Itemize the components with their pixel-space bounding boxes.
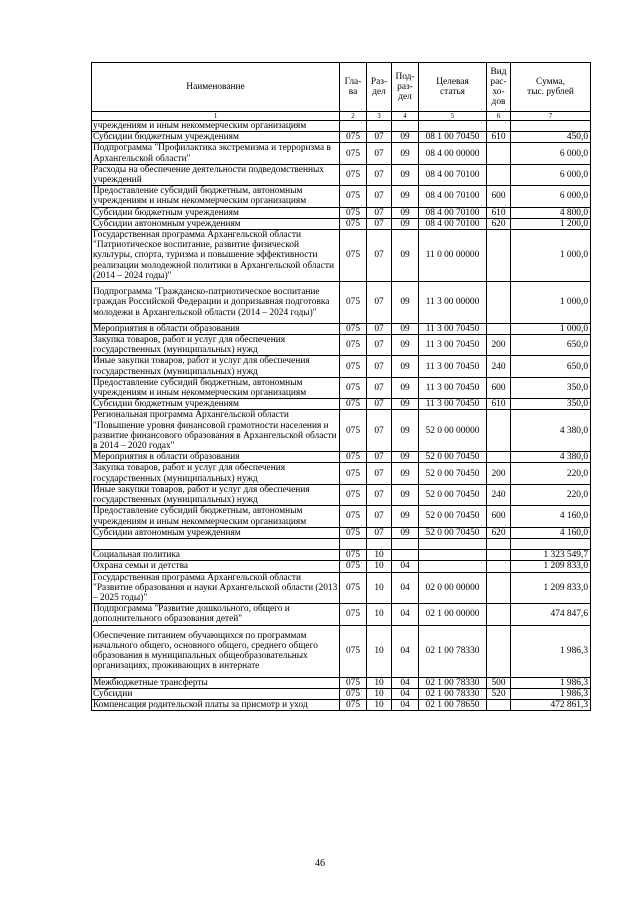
- row-sum: 472 861,3: [511, 699, 591, 710]
- row-name: учреждениям и иным некоммерческим организациям: [92, 121, 340, 132]
- row-sum: 6 000,0: [511, 143, 591, 164]
- table-row: [92, 207, 591, 218]
- row-target: 52 0 00 70450: [419, 463, 487, 484]
- row-name: Субсидии бюджетным учреждениям: [92, 207, 340, 218]
- row-razdel: 07: [367, 323, 392, 334]
- row-name: [92, 538, 340, 549]
- row-target: 08 4 00 70100: [419, 207, 487, 218]
- row-sum: [511, 538, 591, 549]
- row-vid: [487, 550, 511, 561]
- row-vid: [487, 604, 511, 625]
- row-target: 11 3 00 00000: [419, 282, 487, 324]
- row-sum: 6 000,0: [511, 164, 591, 185]
- row-podrazdel: 09: [392, 399, 419, 410]
- row-target: 52 0 00 70450: [419, 484, 487, 505]
- row-sum: 1 200,0: [511, 218, 591, 229]
- row-razdel: 07: [367, 143, 392, 164]
- row-vid: [487, 230, 511, 282]
- row-razdel: [367, 121, 392, 132]
- row-podrazdel: 04: [392, 604, 419, 625]
- row-podrazdel: 09: [392, 527, 419, 538]
- row-name: Субсидии автономным учреждениям: [92, 527, 340, 538]
- table-row: [92, 506, 591, 527]
- row-glava: 075: [340, 604, 367, 625]
- row-vid: 620: [487, 527, 511, 538]
- row-target: 11 3 00 70450: [419, 377, 487, 398]
- row-glava: 075: [340, 625, 367, 677]
- row-sum: 1 986,3: [511, 625, 591, 677]
- header-sum: Сумма, тыс. рублей: [511, 63, 591, 112]
- row-vid: 600: [487, 377, 511, 398]
- row-vid: 240: [487, 356, 511, 377]
- table-row: [92, 527, 591, 538]
- row-target: 11 3 00 70450: [419, 335, 487, 356]
- header-vid: Вид рас- хо- дов: [487, 63, 511, 112]
- table-row: [92, 410, 591, 452]
- table-row: [92, 677, 591, 688]
- row-sum: 1 209 833,0: [511, 572, 591, 604]
- row-glava: [340, 121, 367, 132]
- table-row: [92, 538, 591, 549]
- page-number: 46: [315, 858, 325, 869]
- row-glava: 075: [340, 164, 367, 185]
- table-row: [92, 688, 591, 699]
- row-target: 02 1 00 78330: [419, 625, 487, 677]
- row-podrazdel: 09: [392, 282, 419, 324]
- row-name: Межбюджетные трансферты: [92, 677, 340, 688]
- table-row: [92, 121, 591, 132]
- row-razdel: 07: [367, 506, 392, 527]
- row-podrazdel: 04: [392, 699, 419, 710]
- row-sum: 474 847,6: [511, 604, 591, 625]
- row-target: 08 4 00 00000: [419, 143, 487, 164]
- row-podrazdel: 04: [392, 688, 419, 699]
- row-glava: [340, 538, 367, 549]
- row-razdel: 10: [367, 550, 392, 561]
- row-sum: 350,0: [511, 399, 591, 410]
- row-sum: [511, 121, 591, 132]
- row-podrazdel: [392, 550, 419, 561]
- row-sum: 1 000,0: [511, 230, 591, 282]
- row-target: 11 3 00 70450: [419, 399, 487, 410]
- row-glava: 075: [340, 230, 367, 282]
- row-glava: 075: [340, 132, 367, 143]
- table-row: [92, 452, 591, 463]
- row-podrazdel: 09: [392, 377, 419, 398]
- row-name: Субсидии: [92, 688, 340, 699]
- row-name: Государственная программа Архангельской области "Патриотическое воспитание, развитие физической культуры, спорта, туризма и повышение эффективности реализации молодежной политики в Архангельской области (2014 – 2024 годы)": [92, 230, 340, 282]
- row-target: 02 0 00 00000: [419, 572, 487, 604]
- row-vid: 500: [487, 677, 511, 688]
- table-row: [92, 335, 591, 356]
- table-row: [92, 323, 591, 334]
- table-row: [92, 356, 591, 377]
- row-podrazdel: 09: [392, 452, 419, 463]
- row-target: 52 0 00 70450: [419, 452, 487, 463]
- row-podrazdel: 09: [392, 207, 419, 218]
- row-vid: [487, 561, 511, 572]
- table-row: [92, 230, 591, 282]
- row-glava: 075: [340, 399, 367, 410]
- row-vid: [487, 282, 511, 324]
- column-number-row: [92, 112, 591, 121]
- row-name: Иные закупки товаров, работ и услуг для обеспечения государственных (муниципальных) нужд: [92, 356, 340, 377]
- row-glava: 075: [340, 323, 367, 334]
- table-row: [92, 463, 591, 484]
- row-name: Подпрограмма "Профилактика экстремизма и терроризма в Архангельской области": [92, 143, 340, 164]
- row-target: 11 3 00 70450: [419, 323, 487, 334]
- row-name: Государственная программа Архангельской области "Развитие образования и науки Архангельской области (2013 – 2025 годы)": [92, 572, 340, 604]
- row-glava: 075: [340, 410, 367, 452]
- row-glava: 075: [340, 550, 367, 561]
- row-vid: 200: [487, 463, 511, 484]
- row-glava: 075: [340, 484, 367, 505]
- col-num: 1: [92, 112, 340, 121]
- row-glava: 075: [340, 463, 367, 484]
- row-vid: [487, 538, 511, 549]
- table-row: [92, 132, 591, 143]
- row-sum: 1 000,0: [511, 282, 591, 324]
- table-row: [92, 218, 591, 229]
- row-sum: 1 000,0: [511, 323, 591, 334]
- row-razdel: 10: [367, 699, 392, 710]
- row-sum: 1 986,3: [511, 688, 591, 699]
- table-row: [92, 625, 591, 677]
- row-sum: 220,0: [511, 484, 591, 505]
- header-podrazdel: Под- раз- дел: [392, 63, 419, 112]
- row-target: 08 4 00 70100: [419, 186, 487, 207]
- row-podrazdel: 09: [392, 230, 419, 282]
- row-podrazdel: 09: [392, 323, 419, 334]
- row-razdel: 10: [367, 677, 392, 688]
- row-glava: 075: [340, 527, 367, 538]
- row-target: 02 1 00 78650: [419, 699, 487, 710]
- row-sum: 650,0: [511, 335, 591, 356]
- col-num: 2: [340, 112, 367, 121]
- row-glava: 075: [340, 688, 367, 699]
- row-podrazdel: 09: [392, 218, 419, 229]
- row-glava: 075: [340, 282, 367, 324]
- row-sum: 4 800,0: [511, 207, 591, 218]
- col-num: 6: [487, 112, 511, 121]
- row-podrazdel: [392, 121, 419, 132]
- table-row: [92, 377, 591, 398]
- row-vid: [487, 323, 511, 334]
- row-vid: 610: [487, 207, 511, 218]
- row-name: Подпрограмма "Развитие дошкольного, общего и дополнительного образования детей": [92, 604, 340, 625]
- row-name: Предоставление субсидий бюджетным, автономным учреждениям и иным некоммерческим организациям: [92, 377, 340, 398]
- header-name: Наименование: [92, 63, 340, 112]
- row-name: Предоставление субсидий бюджетным, автономным учреждениям и иным некоммерческим организациям: [92, 186, 340, 207]
- row-vid: [487, 699, 511, 710]
- row-vid: 600: [487, 506, 511, 527]
- row-sum: 450,0: [511, 132, 591, 143]
- table-body: [92, 121, 591, 711]
- row-podrazdel: [392, 538, 419, 549]
- row-podrazdel: 09: [392, 463, 419, 484]
- row-podrazdel: 04: [392, 572, 419, 604]
- row-podrazdel: 04: [392, 561, 419, 572]
- row-razdel: 07: [367, 218, 392, 229]
- row-sum: 4 160,0: [511, 506, 591, 527]
- row-name: Предоставление субсидий бюджетным, автономным учреждениям и иным некоммерческим организациям: [92, 506, 340, 527]
- col-num: 7: [511, 112, 591, 121]
- row-vid: [487, 572, 511, 604]
- row-glava: 075: [340, 561, 367, 572]
- row-podrazdel: 09: [392, 164, 419, 185]
- row-vid: [487, 452, 511, 463]
- row-target: 52 0 00 00000: [419, 410, 487, 452]
- row-target: [419, 550, 487, 561]
- row-target: [419, 121, 487, 132]
- row-glava: 075: [340, 677, 367, 688]
- row-razdel: 07: [367, 377, 392, 398]
- row-glava: 075: [340, 186, 367, 207]
- table-row: [92, 282, 591, 324]
- row-sum: 4 160,0: [511, 527, 591, 538]
- row-target: 52 0 00 70450: [419, 506, 487, 527]
- table-row: [92, 699, 591, 710]
- header-row: [92, 63, 591, 112]
- row-sum: 220,0: [511, 463, 591, 484]
- row-podrazdel: 09: [392, 143, 419, 164]
- row-vid: 600: [487, 186, 511, 207]
- row-podrazdel: 09: [392, 484, 419, 505]
- row-vid: [487, 143, 511, 164]
- row-vid: 200: [487, 335, 511, 356]
- row-razdel: 07: [367, 399, 392, 410]
- row-vid: 620: [487, 218, 511, 229]
- row-target: [419, 538, 487, 549]
- row-glava: 075: [340, 377, 367, 398]
- row-name: Субсидии автономным учреждениям: [92, 218, 340, 229]
- row-glava: 075: [340, 356, 367, 377]
- row-podrazdel: 09: [392, 356, 419, 377]
- row-vid: [487, 410, 511, 452]
- header-razdel: Раз- дел: [367, 63, 392, 112]
- row-vid: 610: [487, 132, 511, 143]
- row-razdel: 07: [367, 452, 392, 463]
- row-name: Социальная политика: [92, 550, 340, 561]
- row-glava: 075: [340, 143, 367, 164]
- row-razdel: 10: [367, 561, 392, 572]
- row-glava: 075: [340, 699, 367, 710]
- table-row: [92, 550, 591, 561]
- table-row: [92, 572, 591, 604]
- row-razdel: 07: [367, 463, 392, 484]
- row-sum: 650,0: [511, 356, 591, 377]
- col-num: 4: [392, 112, 419, 121]
- table-row: [92, 143, 591, 164]
- row-vid: [487, 625, 511, 677]
- row-razdel: 07: [367, 186, 392, 207]
- row-vid: 240: [487, 484, 511, 505]
- header-glava: Гла- ва: [340, 63, 367, 112]
- table-row: [92, 186, 591, 207]
- table-row: [92, 604, 591, 625]
- row-razdel: 07: [367, 527, 392, 538]
- row-name: Компенсация родительской платы за присмотр и уход: [92, 699, 340, 710]
- row-vid: 520: [487, 688, 511, 699]
- row-name: Закупка товаров, работ и услуг для обеспечения государственных (муниципальных) нужд: [92, 335, 340, 356]
- row-target: 08 4 00 70100: [419, 164, 487, 185]
- row-name: Мероприятия в области образования: [92, 452, 340, 463]
- row-sum: 350,0: [511, 377, 591, 398]
- row-glava: 075: [340, 207, 367, 218]
- row-sum: 4 380,0: [511, 410, 591, 452]
- row-podrazdel: 09: [392, 335, 419, 356]
- row-razdel: 07: [367, 335, 392, 356]
- row-name: Подпрограмма "Гражданско-патриотическое воспитание граждан Российской Федерации и допризывная подготовка молодежи в Архангельской области (2014 – 2024 годы)": [92, 282, 340, 324]
- row-name: Расходы на обеспечение деятельности подведомственных учреждений: [92, 164, 340, 185]
- row-podrazdel: 09: [392, 410, 419, 452]
- header-target: Целевая статья: [419, 63, 487, 112]
- col-num: 3: [367, 112, 392, 121]
- row-name: Субсидии бюджетным учреждениям: [92, 399, 340, 410]
- row-vid: [487, 121, 511, 132]
- table-row: [92, 484, 591, 505]
- row-glava: 075: [340, 506, 367, 527]
- row-podrazdel: 04: [392, 625, 419, 677]
- row-glava: 075: [340, 452, 367, 463]
- row-razdel: 07: [367, 356, 392, 377]
- row-sum: 1 986,3: [511, 677, 591, 688]
- row-target: 11 0 00 00000: [419, 230, 487, 282]
- row-razdel: 07: [367, 230, 392, 282]
- row-name: Обеспечение питанием обучающихся по программам начального общего, основного общего, среднего общего образования в муниципальных общеобразовательных организациях, проживающих в интернате: [92, 625, 340, 677]
- col-num: 5: [419, 112, 487, 121]
- row-glava: 075: [340, 335, 367, 356]
- row-razdel: 07: [367, 207, 392, 218]
- row-razdel: 10: [367, 625, 392, 677]
- row-glava: 075: [340, 218, 367, 229]
- row-target: 02 1 00 78330: [419, 677, 487, 688]
- row-target: 52 0 00 70450: [419, 527, 487, 538]
- row-razdel: 10: [367, 604, 392, 625]
- row-sum: 4 380,0: [511, 452, 591, 463]
- row-razdel: 07: [367, 410, 392, 452]
- row-razdel: [367, 538, 392, 549]
- row-name: Субсидии бюджетным учреждениям: [92, 132, 340, 143]
- row-target: 11 3 00 70450: [419, 356, 487, 377]
- row-name: Региональная программа Архангельской области "Повышение уровня финансовой грамотности населения и развитие финансового образования в Архангельской области в 2014 – 2020 годах": [92, 410, 340, 452]
- row-sum: 1 209 833,0: [511, 561, 591, 572]
- row-sum: 6 000,0: [511, 186, 591, 207]
- budget-table: [91, 62, 591, 711]
- row-sum: 1 323 549,7: [511, 550, 591, 561]
- table-row: [92, 399, 591, 410]
- row-target: 02 1 00 00000: [419, 604, 487, 625]
- row-podrazdel: 09: [392, 506, 419, 527]
- row-razdel: 07: [367, 282, 392, 324]
- table-row: [92, 164, 591, 185]
- row-vid: [487, 164, 511, 185]
- row-name: Охрана семьи и детства: [92, 561, 340, 572]
- row-target: 02 1 00 78330: [419, 688, 487, 699]
- row-razdel: 10: [367, 688, 392, 699]
- row-vid: 610: [487, 399, 511, 410]
- row-podrazdel: 09: [392, 186, 419, 207]
- table-row: [92, 561, 591, 572]
- row-razdel: 07: [367, 132, 392, 143]
- row-razdel: 07: [367, 484, 392, 505]
- row-glava: 075: [340, 572, 367, 604]
- row-target: 08 4 00 70100: [419, 218, 487, 229]
- row-name: Мероприятия в области образования: [92, 323, 340, 334]
- row-target: [419, 561, 487, 572]
- row-target: 08 1 00 70450: [419, 132, 487, 143]
- row-name: Иные закупки товаров, работ и услуг для обеспечения государственных (муниципальных) нужд: [92, 484, 340, 505]
- row-razdel: 10: [367, 572, 392, 604]
- row-podrazdel: 04: [392, 677, 419, 688]
- row-name: Закупка товаров, работ и услуг для обеспечения государственных (муниципальных) нужд: [92, 463, 340, 484]
- row-podrazdel: 09: [392, 132, 419, 143]
- row-razdel: 07: [367, 164, 392, 185]
